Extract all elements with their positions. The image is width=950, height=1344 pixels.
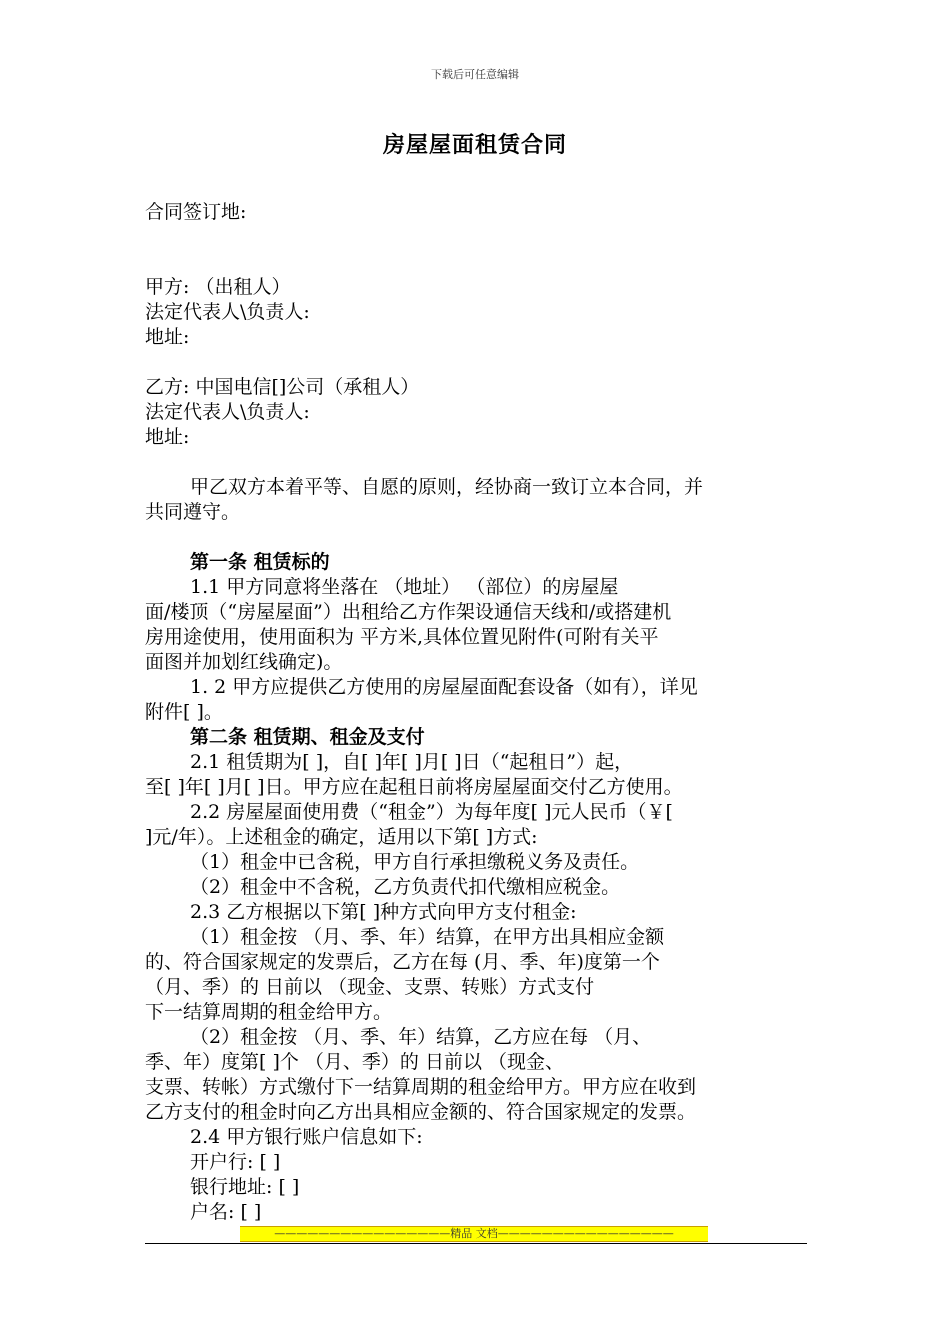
clause-2-1-line-2: 至[ ]年[ ]月[ ]日。甲方应在起租日前将房屋屋面交付乙方使用。: [145, 776, 683, 798]
preamble-line-1: 甲乙双方本着平等、自愿的原则，经协商一致订立本合同，并: [190, 476, 704, 498]
clause-1-1-line-1: 1.1 甲方同意将坐落在 （地址） （部位）的房屋屋: [190, 576, 619, 598]
clause-2-3-line-1: 2.3 乙方根据以下第[ ]种方式向甲方支付租金:: [190, 901, 577, 923]
clause-2-3-option-2-line-3: 支票、转帐）方式缴付下一结算周期的租金给甲方。甲方应在收到: [145, 1076, 697, 1098]
clause-2-3-option-1-line-2: 的、符合国家规定的发票后，乙方在每 (月、季、年)度第一个: [145, 951, 660, 973]
clause-2-2-option-2: （2）租金中不含税，乙方负责代扣代缴相应税金。: [190, 876, 621, 898]
clause-1-1-line-4: 面图并加划红线确定)。: [145, 651, 343, 673]
party-b-representative: 法定代表人\负责人:: [145, 401, 310, 423]
clause-2-3-option-2-line-4: 乙方支付的租金时向乙方出具相应金额的、符合国家规定的发票。: [145, 1101, 697, 1123]
header-note: 下载后可任意编辑: [431, 68, 519, 81]
party-a: 甲方: （出租人）: [145, 276, 291, 298]
party-b-address: 地址:: [145, 426, 190, 448]
clause-2-2-line-2: ]元/年）。上述租金的确定，适用以下第[ ]方式:: [145, 826, 538, 848]
clause-2-1-line-1: 2.1 租赁期为[ ]，自[ ]年[ ]月[ ]日（“起租日”）起，: [190, 751, 634, 773]
preamble-line-2: 共同遵守。: [145, 501, 241, 523]
bank-address: 银行地址: [ ]: [190, 1176, 300, 1198]
clause-2-3-option-2-line-1: （2）租金按 （月、季、年）结算，乙方应在每 （月、: [190, 1026, 652, 1048]
document-body: [145, 200, 810, 1225]
clause-2-3-option-1-line-4: 下一结算周期的租金给甲方。: [145, 1001, 393, 1023]
article-1-heading: 第一条 租赁标的: [190, 551, 330, 573]
clause-1-1-line-2: 面/楼顶（“房屋屋面”）出租给乙方作架设通信天线和/或搭建机: [145, 601, 672, 623]
account-name: 户名: [ ]: [190, 1201, 262, 1223]
document-title: 房屋屋面租赁合同: [382, 132, 567, 158]
clause-2-2-line-1: 2.2 房屋屋面使用费（“租金”）为每年度[ ]元人民币（￥[: [190, 801, 673, 823]
clause-2-3-option-1-line-1: （1）租金按 （月、季、年）结算，在甲方出具相应金额: [190, 926, 665, 948]
clause-1-1-line-3: 房用途使用，使用面积为 平方米,具体位置见附件(可附有关平: [145, 626, 659, 648]
footer-watermark-strip: ————————————————精品 文档————————————————: [240, 1226, 708, 1242]
clause-2-3-option-2-line-2: 季、年）度第[ ]个 （月、季）的 日前以 （现金、: [145, 1051, 564, 1073]
bank-name: 开户行: [ ]: [190, 1151, 281, 1173]
clause-2-4-heading: 2.4 甲方银行账户信息如下:: [190, 1126, 423, 1148]
clause-1-2-line-2: 附件[ ]。: [145, 701, 223, 723]
contract-place: 合同签订地:: [145, 201, 247, 223]
party-a-representative: 法定代表人\负责人:: [145, 301, 310, 323]
clause-2-3-option-1-line-3: （月、季）的 日前以 （现金、支票、转账）方式支付: [145, 976, 595, 998]
clause-2-2-option-1: （1）租金中已含税，甲方自行承担缴税义务及责任。: [190, 851, 640, 873]
clause-1-2-line-1: 1. 2 甲方应提供乙方使用的房屋屋面配套设备（如有），详见: [190, 676, 698, 698]
party-a-address: 地址:: [145, 326, 190, 348]
footer-divider: [145, 1243, 807, 1244]
party-b: 乙方: 中国电信[]公司（承租人）: [145, 376, 420, 398]
article-2-heading: 第二条 租赁期、租金及支付: [190, 726, 425, 748]
